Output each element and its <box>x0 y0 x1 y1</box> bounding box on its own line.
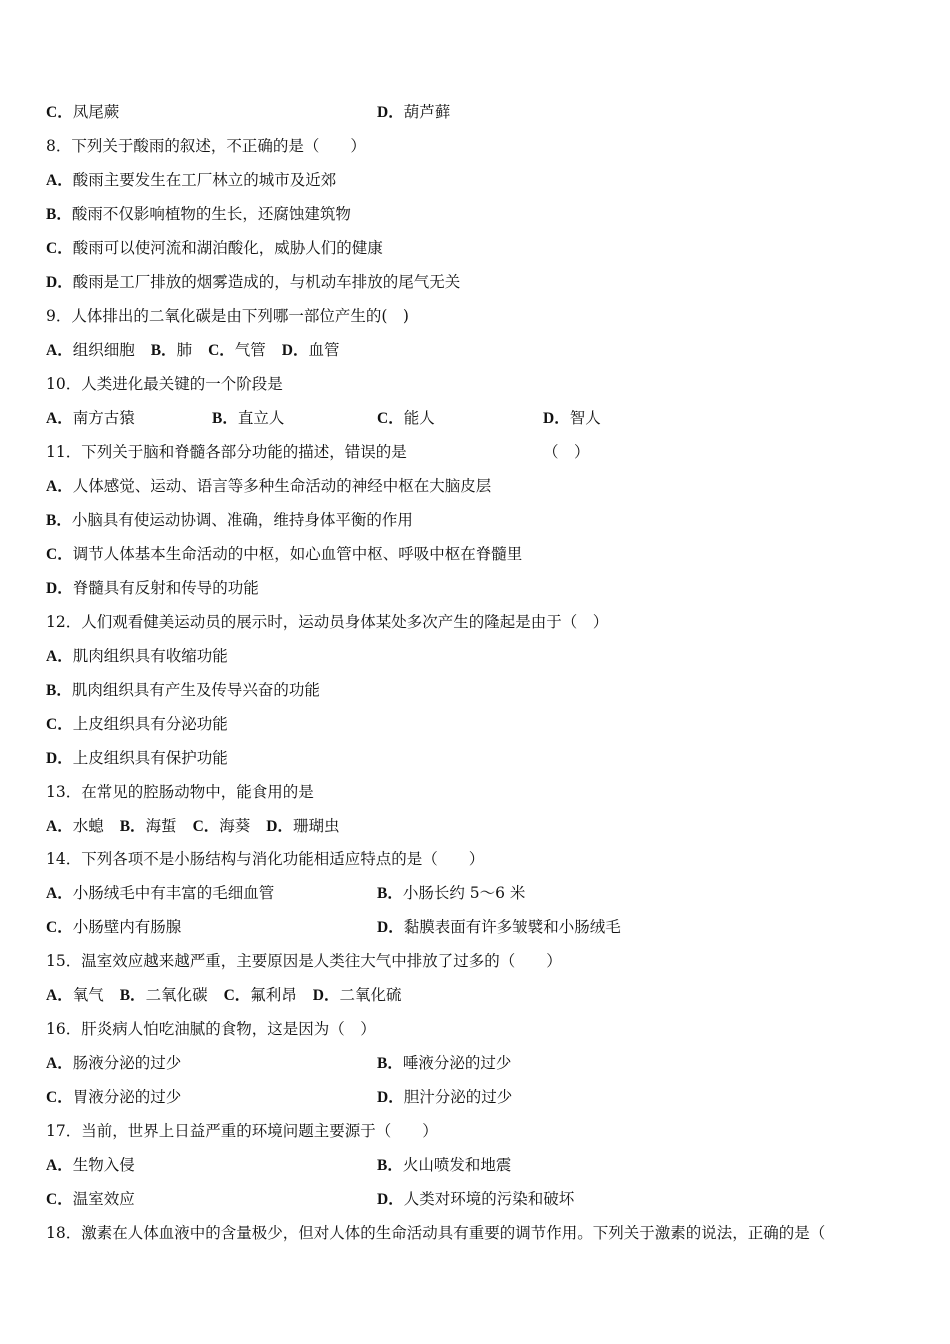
q9-stem: 9．人体排出的二氧化碳是由下列哪一部位产生的( ) <box>46 307 409 325</box>
q18-stem: 18．激素在人体血液中的含量极少，但对人体的生命活动具有重要的调节作用。下列关于激素的说法，正确的是（ <box>46 1224 826 1242</box>
q15-option-c: C．氟利昂 <box>223 986 297 1004</box>
q11-option-a: A．人体感觉、运动、语言等多种生命活动的神经中枢在大脑皮层 <box>46 477 492 495</box>
q16-option-b: B．唾液分泌的过少 <box>377 1054 512 1072</box>
q14-option-b: B．小肠长约 5～6 米 <box>377 884 526 902</box>
q15-stem: 15．温室效应越来越严重，主要原因是人类往大气中排放了过多的（ ） <box>46 952 562 970</box>
q14-option-a: A．小肠绒毛中有丰富的毛细血管 <box>46 884 275 902</box>
q8-option-d: D．酸雨是工厂排放的烟雾造成的，与机动车排放的尾气无关 <box>46 273 461 291</box>
q8-option-a: A．酸雨主要发生在工厂林立的城市及近郊 <box>46 171 337 189</box>
q17-option-a: A．生物入侵 <box>46 1156 135 1174</box>
q14-option-c: C．小肠壁内有肠腺 <box>46 918 182 936</box>
q11-option-c: C．调节人体基本生命活动的中枢，如心血管中枢、呼吸中枢在脊髓里 <box>46 545 523 563</box>
q16-option-d: D．胆汁分泌的过少 <box>377 1088 513 1106</box>
q15-options <box>46 985 402 1006</box>
q12-option-c: C．上皮组织具有分泌功能 <box>46 715 228 733</box>
q9-option-d: D．血管 <box>281 341 340 359</box>
q16-option-a: A．肠液分泌的过少 <box>46 1054 182 1072</box>
q11-stem: 11．下列关于脑和脊髓各部分功能的描述，错误的是 <box>46 443 407 461</box>
q17-stem: 17．当前，世界上日益严重的环境问题主要源于（ ） <box>46 1122 438 1140</box>
q11-option-d: D．脊髓具有反射和传导的功能 <box>46 579 259 597</box>
q10-option-d: D．智人 <box>543 409 601 427</box>
q13-option-a: A．水螅 <box>46 817 104 835</box>
q8-option-c: C．酸雨可以使河流和湖泊酸化，威胁人们的健康 <box>46 239 383 257</box>
q8-option-b: B．酸雨不仅影响植物的生长，还腐蚀建筑物 <box>46 205 351 223</box>
q8-stem: 8．下列关于酸雨的叙述，不正确的是（ ） <box>46 137 366 155</box>
q10-option-a: A．南方古猿 <box>46 409 135 427</box>
q16-stem: 16．肝炎病人怕吃油腻的食物，这是因为（ ） <box>46 1020 376 1038</box>
q11-option-b: B．小脑具有使运动协调、准确，维持身体平衡的作用 <box>46 511 413 529</box>
q10-option-c: C．能人 <box>377 409 435 427</box>
q13-option-d: D．珊瑚虫 <box>266 817 340 835</box>
q14-option-d: D．黏膜表面有许多皱襞和小肠绒毛 <box>377 918 621 936</box>
q13-stem: 13．在常见的腔肠动物中，能食用的是 <box>46 783 314 801</box>
q12-option-d: D．上皮组织具有保护功能 <box>46 749 228 767</box>
q17-option-b: B．火山喷发和地震 <box>377 1156 512 1174</box>
q16-option-c: C．胃液分泌的过少 <box>46 1088 182 1106</box>
q7-option-c: C．凤尾蕨 <box>46 103 120 121</box>
q13-option-c: C．海葵 <box>192 817 251 835</box>
q11-answer-paren: （ ） <box>543 443 590 461</box>
q9-option-b: B．肺 <box>150 341 193 359</box>
q7-option-d: D．葫芦藓 <box>377 103 451 121</box>
q9-option-a: A．组织细胞 <box>46 341 135 359</box>
q9-option-c: C．气管 <box>208 341 266 359</box>
q17-option-d: D．人类对环境的污染和破坏 <box>377 1190 575 1208</box>
q14-stem: 14．下列各项不是小肠结构与消化功能相适应特点的是（ ） <box>46 850 485 868</box>
q15-option-d: D．二氧化硫 <box>312 986 402 1004</box>
q10-stem: 10．人类进化最关键的一个阶段是 <box>46 375 283 393</box>
q13-option-b: B．海蜇 <box>119 817 177 835</box>
q15-option-a: A．氧气 <box>46 986 104 1004</box>
q9-options <box>46 340 340 361</box>
q17-option-c: C．温室效应 <box>46 1190 135 1208</box>
q15-option-b: B．二氧化碳 <box>119 986 208 1004</box>
q12-option-a: A．肌肉组织具有收缩功能 <box>46 647 228 665</box>
q12-option-b: B．肌肉组织具有产生及传导兴奋的功能 <box>46 681 320 699</box>
q13-options <box>46 816 340 837</box>
q12-stem: 12．人们观看健美运动员的展示时，运动员身体某处多次产生的隆起是由于（ ） <box>46 613 609 631</box>
q10-option-b: B．直立人 <box>212 409 285 427</box>
